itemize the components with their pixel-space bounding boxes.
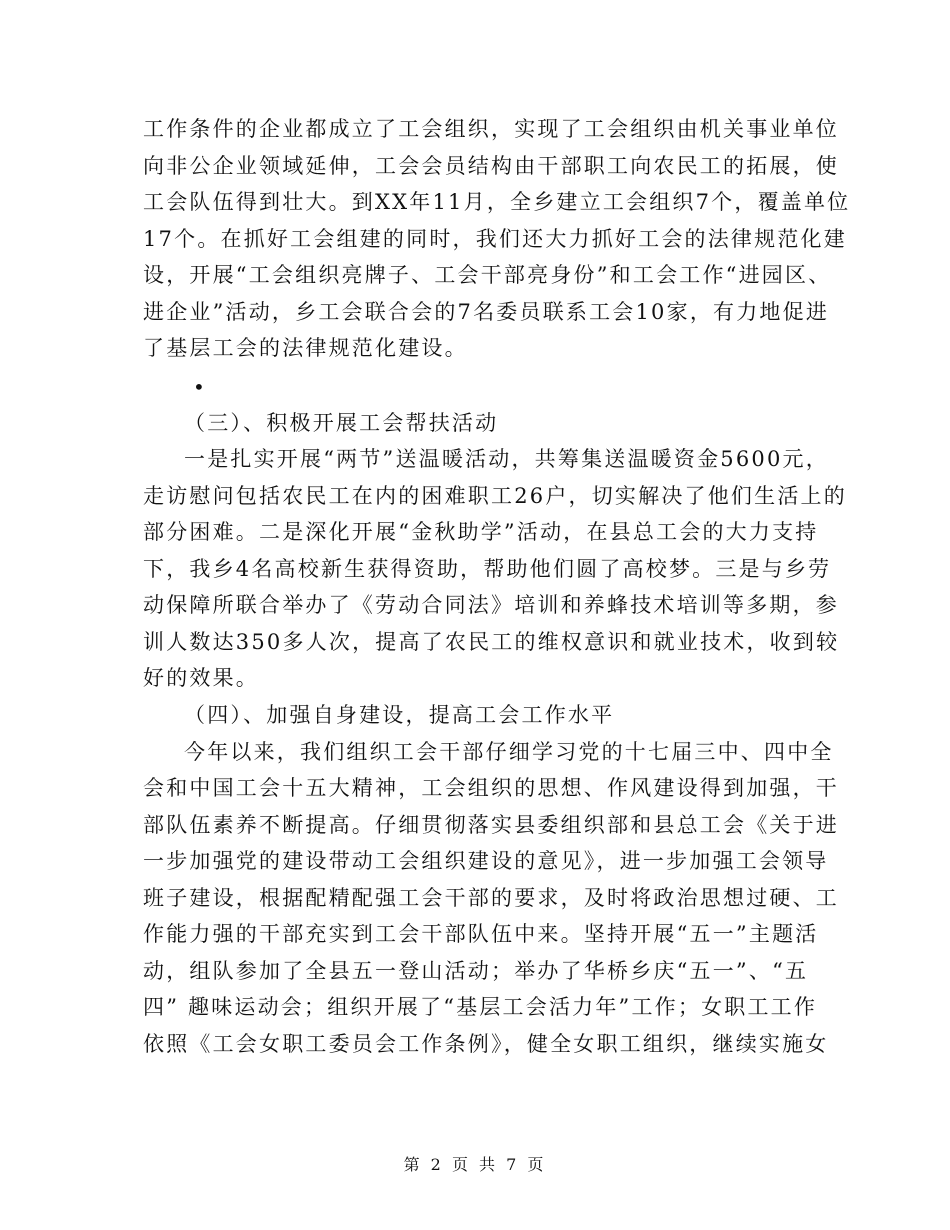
paragraph-line: 一步加强党的建设带动工会组织建设的意见》，进一步加强工会领导 <box>143 849 829 873</box>
paragraph-line: 动，组队参加了全县五一登山活动；举办了华桥乡庆“五一”、“五 <box>143 959 809 983</box>
paragraph-line: 工会队伍得到壮大。到XX年11月，全乡建立工会组织7个，覆盖单位 <box>143 190 851 214</box>
paragraph-line: 动保障所联合举办了《劳动合同法》培训和养蜂技术培训等多期，参 <box>143 593 839 617</box>
paragraph-line: 部分困难。二是深化开展“金秋助学”活动，在县总工会的大力支持 <box>143 520 819 544</box>
paragraph-line: 下，我乡4名高校新生获得资助，帮助他们圆了高校梦。三是与乡劳 <box>143 557 832 581</box>
section-heading: （三）、积极开展工会帮扶活动 <box>184 411 499 435</box>
paragraph-line: 部队伍素养不断提高。仔细贯彻落实县委组织部和县总工会《关于进 <box>143 813 839 837</box>
paragraph-line: 作能力强的干部充实到工会干部队伍中来。坚持开展“五一”主题活 <box>143 922 819 946</box>
section-heading: （四）、加强自身建设，提高工会工作水平 <box>184 703 615 727</box>
paragraph-line: 一是扎实开展“两节”送温暖活动，共筹集送温暖资金5600元， <box>184 447 829 471</box>
paragraph-line: 依照《工会女职工委员会工作条例》，健全女职工组织，继续实施女 <box>143 1032 829 1056</box>
paragraph-line: 工作条件的企业都成立了工会组织，实现了工会组织由机关事业单位 <box>143 117 839 141</box>
paragraph-line: 会和中国工会十五大精神，工会组织的思想、作风建设得到加强，干 <box>143 776 839 800</box>
bullet-marker: • <box>193 375 205 399</box>
paragraph-line: 17个。在抓好工会组建的同时，我们还大力抓好工会的法律规范化建 <box>143 227 847 251</box>
paragraph-line: 好的效果。 <box>143 666 259 690</box>
paragraph-line: 班子建设，根据配精配强工会干部的要求，及时将政治思想过硬、工 <box>143 886 839 910</box>
paragraph-line: 训人数达350多人次，提高了农民工的维权意识和就业技术，收到较 <box>143 630 840 654</box>
paragraph-line: 四” 趣味运动会；组织开展了“基层工会活力年”工作；女职工工作 <box>143 995 818 1019</box>
paragraph-line: 进企业”活动，乡工会联合会的7名委员联系工会10家，有力地促进 <box>143 300 830 324</box>
paragraph-line: 向非公企业领域延伸，工会会员结构由干部职工向农民工的拓展，使 <box>143 154 839 178</box>
paragraph-line: 今年以来，我们组织工会干部仔细学习党的十七届三中、四中全 <box>184 740 834 764</box>
paragraph-line: 了基层工会的法律规范化建设。 <box>143 336 468 360</box>
paragraph-line: 设，开展“工会组织亮牌子、工会干部亮身份”和工会工作“进园区、 <box>143 263 832 287</box>
page-footer: 第 2 页 共 7 页 <box>403 1155 547 1174</box>
paragraph-line: 走访慰问包括农民工在内的困难职工26户，切实解决了他们生活上的 <box>143 484 847 508</box>
